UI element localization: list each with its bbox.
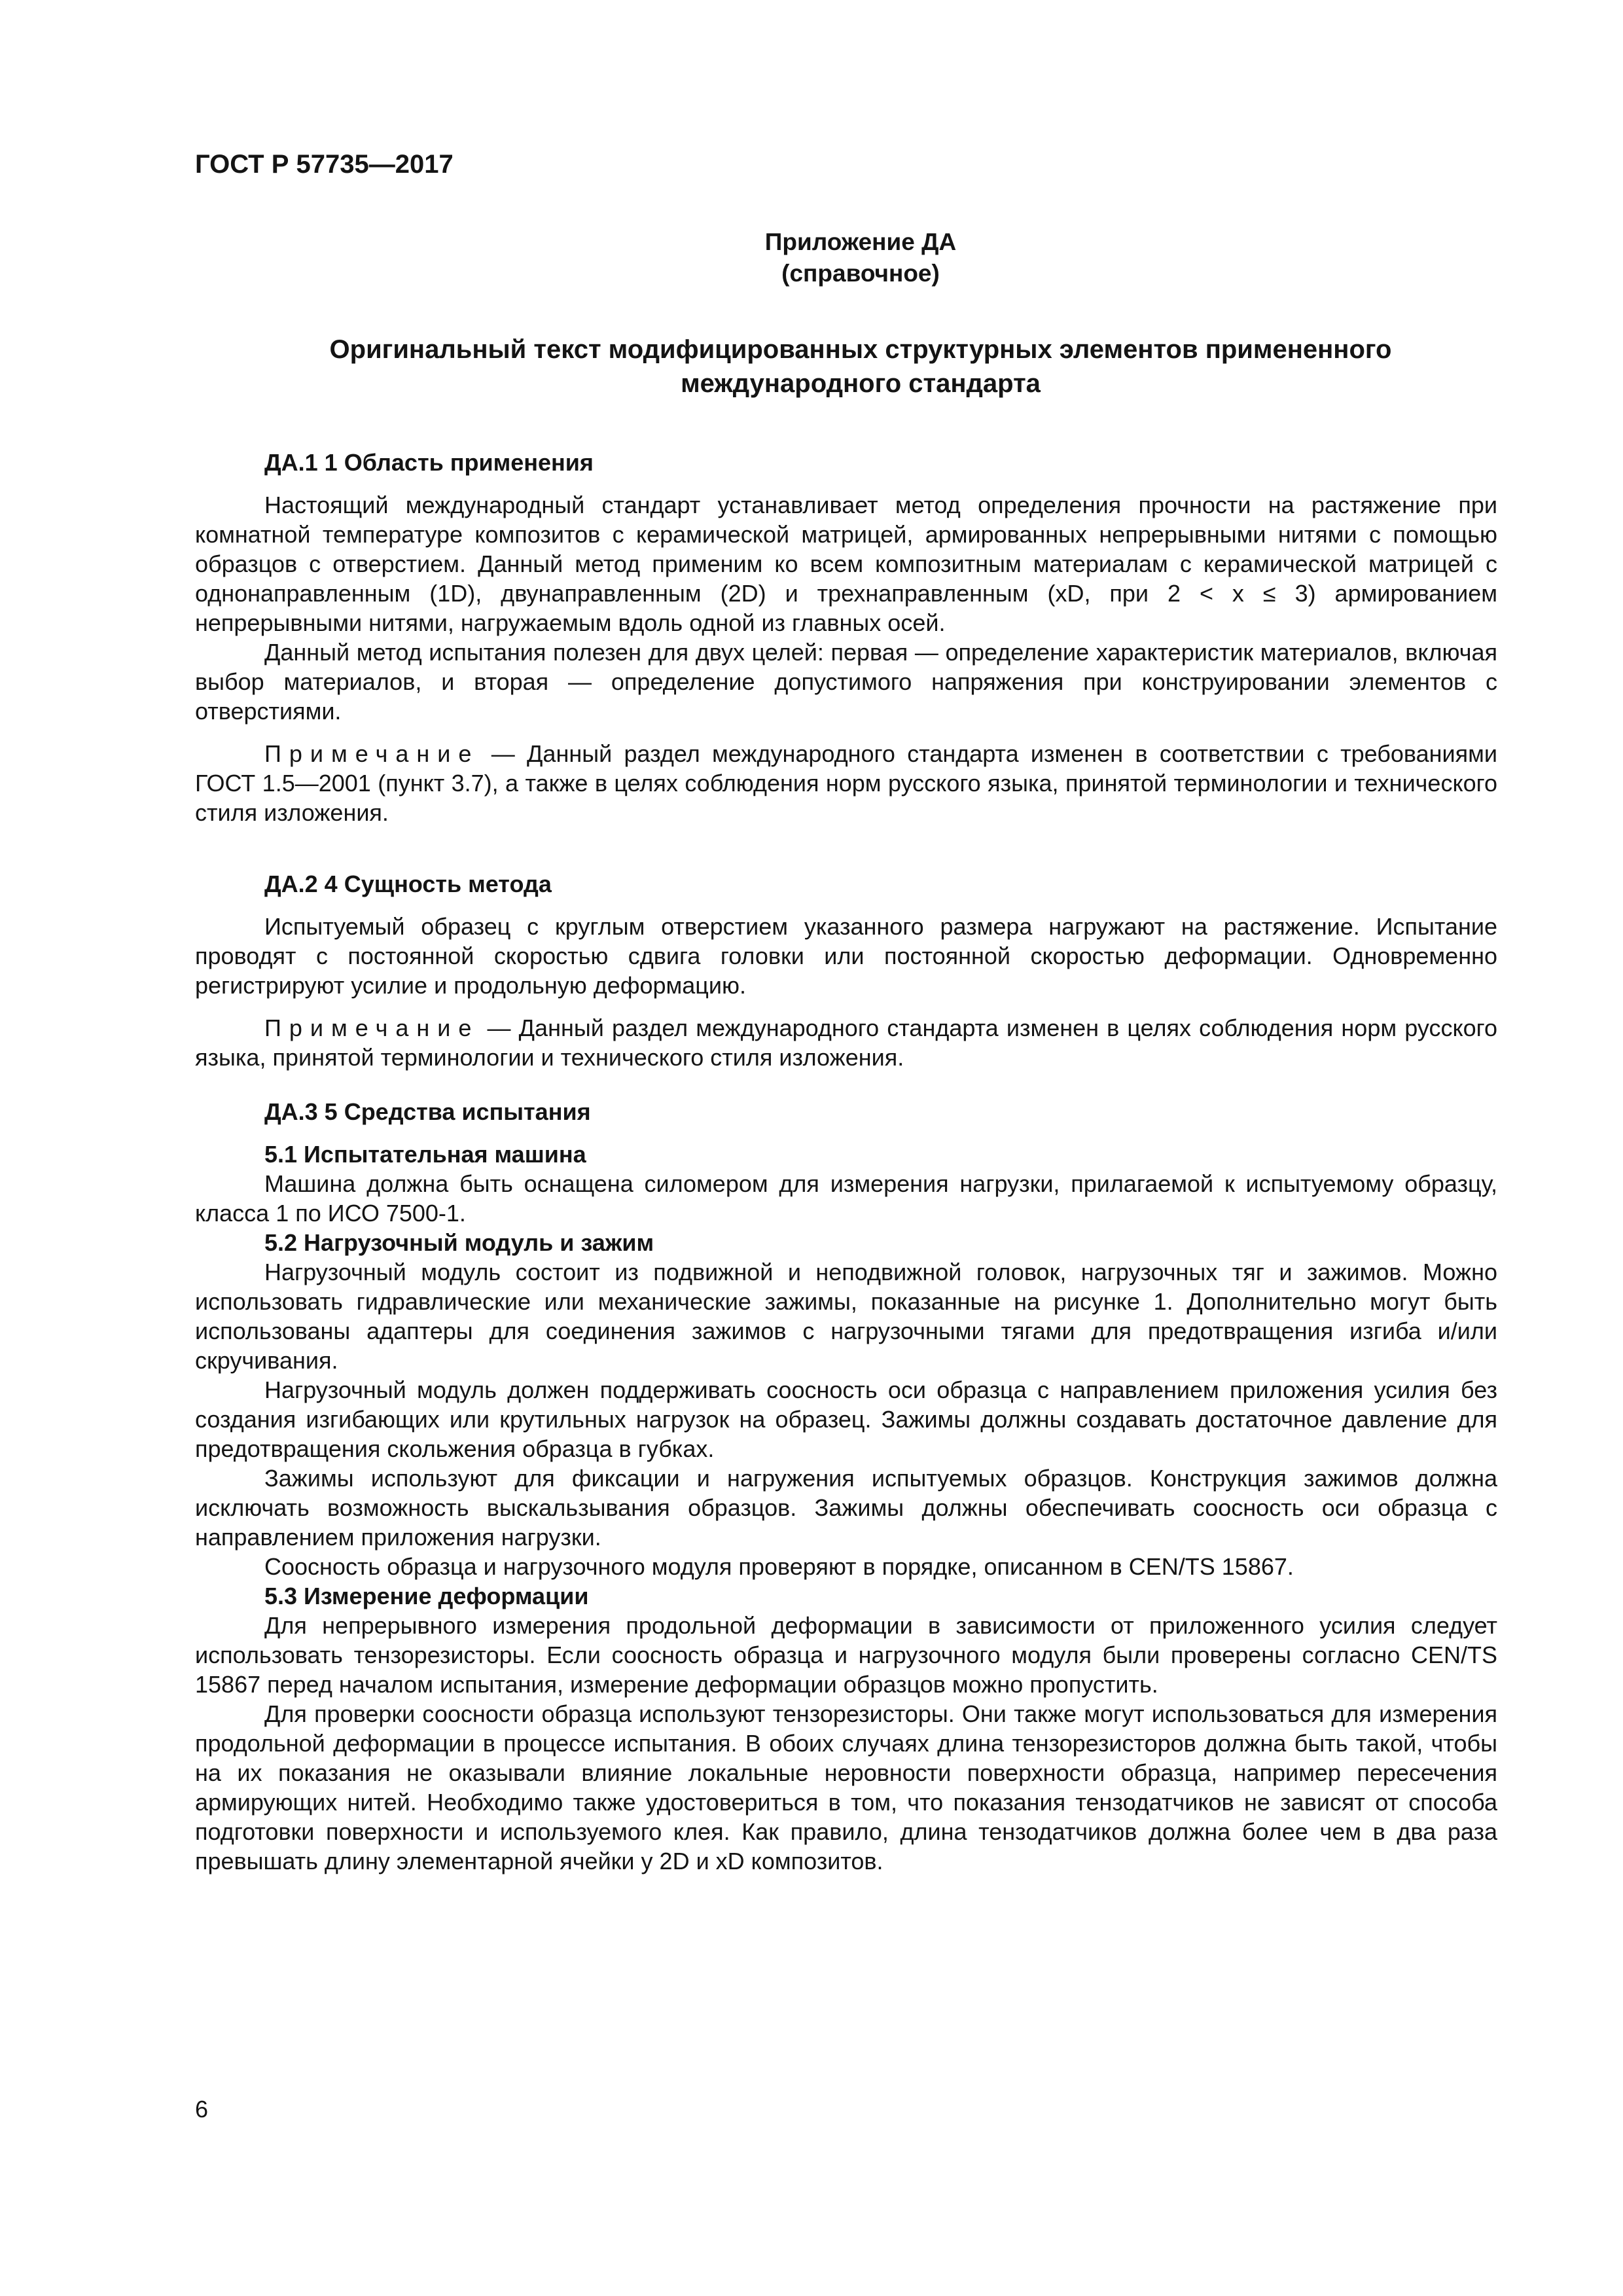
paragraph-5-2-1: Нагрузочный модуль состоит из подвижной и неподвижной головок, нагрузочных тяг и зажимов. Можно использовать гидравлические или механические зажимы, показанные на рисунке 1. Дополнительно могут быть использованы адаптеры для соединения зажимов с нагрузочными тягами для предотвращения изгиба и/или скручивания. (195, 1259, 1497, 1374)
note-text: — Данный раздел международного стандарта изменен в целях соблюдения норм русского языка, принятой терминологии и технического стиля изложения. (195, 1014, 1497, 1071)
subsection-heading-5-2: 5.2 Нагрузочный модуль и зажим (264, 1229, 654, 1256)
note-da2 (195, 1013, 1497, 1072)
paragraph-5-2-3: Зажимы используют для фиксации и нагружения испытуемых образцов. Конструкция зажимов должна исключать возможность выскальзывания образцов. Зажимы должны обеспечивать соосность оси образца с направлением приложения нагрузки. (195, 1465, 1497, 1551)
document-body (195, 448, 1497, 1876)
paragraph-da1-2: Данный метод испытания полезен для двух целей: первая — определение характеристик материалов, включая выбор материалов, и вторая — определение допустимого напряжения при конструировании элементов с отверстиями. (195, 639, 1497, 725)
paragraph-5-3-2: Для проверки соосности образца используют тензорезисторы. Они также могут использоваться для измерения продольной деформации в процессе испытания. В обоих случаях длина тензорезисторов должна быть такой, чтобы на их показания не оказывали влияние локальные неровности поверхности образца, например пересечения армирующих нитей. Необходимо также удостовериться в том, что показания тензодатчиков не зависят от способа подготовки поверхности и используемого клея. Как правило, длина тензодатчиков должна более чем в два раза превышать длину элементарной ячейки у 2D и xD композитов. (195, 1700, 1497, 1874)
note-label: Примечание (264, 740, 480, 767)
paragraph-5-2-4: Соосность образца и нагрузочного модуля проверяют в порядке, описанном в CEN/TS 15867. (264, 1553, 1294, 1580)
annex-title: Оригинальный текст модифицированных структурных элементов примененного международного стандарта (329, 335, 1392, 398)
note-da1 (195, 739, 1497, 827)
section-heading-da1: ДА.1 1 Область применения (264, 449, 594, 476)
annex-kind: (справочное) (781, 260, 940, 287)
section-heading-da3: ДА.3 5 Средства испытания (264, 1098, 591, 1125)
subsection-heading-5-3: 5.3 Измерение деформации (264, 1583, 589, 1609)
annex-header (0, 226, 1623, 289)
paragraph-da1-1: Настоящий международный стандарт устанавливает метод определения прочности на растяжение при комнатной температуре композитов с керамической матрицей, армированных непрерывными нитями с помощью образцов с отверстием. Данный метод применим ко всем композитным материалам с керамической матрицей с однонаправленным (1D), двунаправленным (2D) и трехнаправленным (xD, при 2 < x ≤ 3) армированием непрерывными нитями, нагружаемым вдоль одной из главных осей. (195, 492, 1497, 636)
annex-label: Приложение ДА (764, 228, 957, 255)
paragraph-5-1-1: Машина должна быть оснащена силомером для измерения нагрузки, прилагаемой к испытуемому образцу, класса 1 по ИСО 7500-1. (195, 1170, 1497, 1227)
section-heading-da2: ДА.2 4 Сущность метода (264, 870, 552, 897)
paragraph-5-3-1: Для непрерывного измерения продольной деформации в зависимости от приложенного усилия следует использовать тензорезисторы. Если соосность образца и нагрузочного модуля были проверены согласно CEN/TS 15867 перед началом испытания, измерение деформации образцов можно пропустить. (195, 1612, 1497, 1698)
note-text: — Данный раздел международного стандарта изменен в соответствии с требованиями ГОСТ 1.5—2001 (пункт 3.7), а также в целях соблюдения норм русского языка, принятой терминологии и технического стиля изложения. (195, 740, 1497, 826)
paragraph-5-2-2: Нагрузочный модуль должен поддерживать соосность оси образца с направлением приложения усилия без создания изгибающих или крутильных нагрузок на образец. Зажимы должны создавать достаточное давление для предотвращения скольжения образца в губках. (195, 1376, 1497, 1462)
paragraph-da2-1: Испытуемый образец с круглым отверстием указанного размера нагружают на растяжение. Испытание проводят с постоянной скоростью сдвига головки или постоянной скоростью деформации. Одновременно регистрируют усилие и продольную деформацию. (195, 913, 1497, 999)
page-number: 6 (195, 2096, 209, 2123)
subsection-heading-5-1: 5.1 Испытательная машина (264, 1141, 586, 1168)
note-label: Примечание (264, 1014, 480, 1041)
document-code: ГОСТ Р 57735—2017 (195, 150, 454, 179)
